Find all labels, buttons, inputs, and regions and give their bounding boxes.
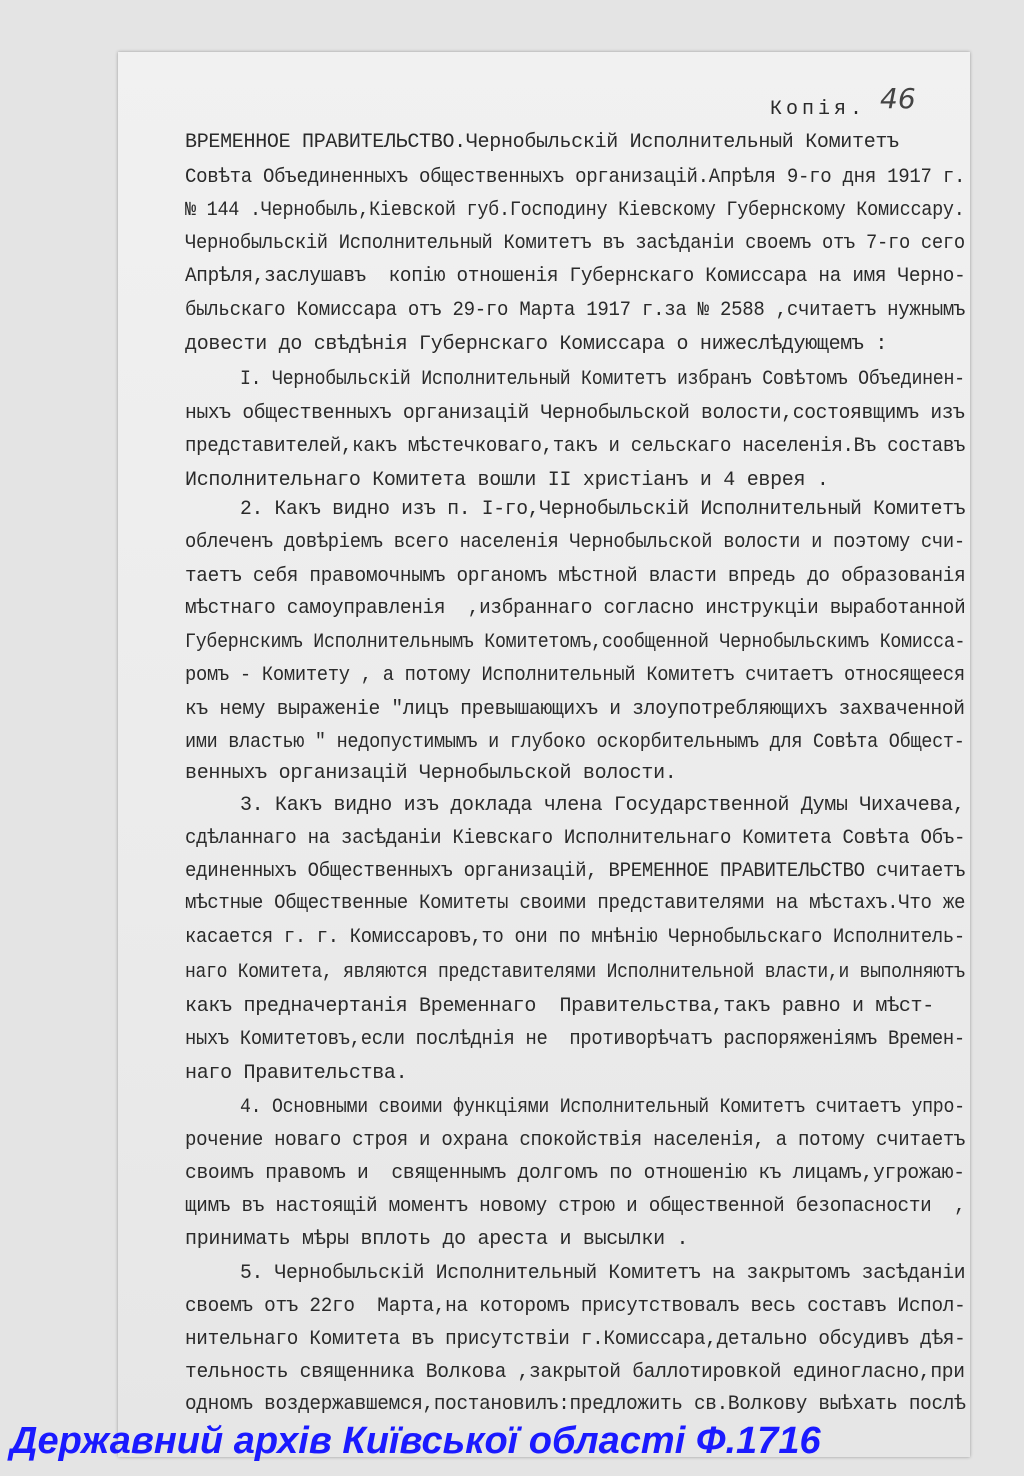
text-line: касается г. г. Комиссаровъ,то они по мнѣнію Чернобыльскаго Исполнитель- — [185, 926, 965, 949]
text-line: представителей,какъ мѣстечковаго,такъ и сельскаго населенія.Въ составъ — [185, 435, 966, 458]
text-line: 3. Какъ видно изъ доклада члена Государственной Думы Чихачева, — [240, 794, 965, 817]
text-line: щимъ въ настоящій моментъ новому строю и общественной безопасности , — [185, 1195, 966, 1218]
text-line: тельность священника Волкова ,закрытой баллотировкой единогласно,при — [185, 1361, 965, 1384]
text-line: ромъ - Комитету , а потому Исполнительный Комитетъ считаетъ относящееся — [185, 664, 965, 687]
text-line: ныхъ общественныхъ организацій Чернобыльской волости,состоявщимъ изъ — [185, 402, 965, 425]
text-line: довести до свѣдѣнія Губернскаго Комиссара о нижеслѣдующемъ : — [185, 333, 888, 356]
text-line: ими властью " недопустимымъ и глубоко оскорбительнымъ для Совѣта Общест- — [185, 731, 965, 754]
text-line: № 144 .Чернобыль,Кіевской губ.Господину Кіевскому Губернскому Комиссару. — [185, 199, 965, 222]
text-line: 4. Основными своими функціями Исполнительный Комитетъ считаетъ упро- — [240, 1096, 965, 1119]
text-line: своимъ правомъ и священнымъ долгомъ по отношенію къ лицамъ,угрожаю- — [185, 1162, 965, 1185]
text-line: быльскаго Комиссара отъ 29-го Марта 1917 г.за № 2588 ,считаетъ нужнымъ — [185, 299, 966, 322]
text-line: облеченъ довѣріемъ всего населенія Чернобыльской волости и поэтому счи- — [185, 531, 965, 554]
text-line: наго Правительства. — [185, 1062, 408, 1085]
text-line: таетъ себя правомочнымъ органомъ мѣстной власти впредь до образованія — [185, 565, 966, 588]
text-line: мѣстные Общественные Комитеты своими представителями на мѣстахъ.Что же — [185, 892, 966, 915]
text-line: сдѣланнаго на засѣданіи Кіевскаго Исполнительнаго Комитета Совѣта Объ- — [185, 827, 966, 850]
text-line: рочение новаго строя и охрана спокойствія населенія, а потому считаетъ — [185, 1129, 966, 1152]
text-line: Чернобыльскій Исполнительный Комитетъ въ засѣданіи своемъ отъ 7-го сего — [185, 232, 965, 255]
text-line: Исполнительнаго Комитета вошли II христіанъ и 4 еврея . — [185, 469, 829, 492]
text-line: одномъ воздержавшемся,постановилъ:предложить св.Волкову выѣхать послѣ — [185, 1393, 966, 1416]
text-line: ныхъ Комитетовъ,если послѣднія не противорѣчатъ распоряженіямъ Времен- — [185, 1028, 965, 1051]
text-line: 2. Какъ видно изъ п. I-го,Чернобыльскій Исполнительный Комитетъ — [240, 498, 966, 521]
text-line: единенныхъ Общественныхъ организацій, ВРЕМЕННОЕ ПРАВИТЕЛЬСТВО считаетъ — [185, 860, 966, 883]
text-line: 5. Чернобыльскій Исполнительный Комитетъ на закрытомъ засѣданіи — [240, 1262, 966, 1285]
archive-watermark: Державний архів Київської області Ф.1716 — [10, 1420, 821, 1462]
text-line: нительнаго Комитета въ присутствіи г.Комиссара,детально обсудивъ дѣя- — [185, 1328, 966, 1351]
sheet-number: 46 — [880, 82, 916, 115]
text-line: принимать мѣры вплоть до ареста и высылки . — [185, 1228, 689, 1251]
text-line: венныхъ организацій Чернобыльской волости. — [185, 762, 677, 785]
text-line: къ нему выраженіе "лицъ превышающихъ и злоупотребляющихъ захваченной — [185, 698, 965, 721]
text-line: I. Чернобыльскій Исполнительный Комитетъ избранъ Совѣтомъ Объединен- — [240, 368, 965, 391]
text-line: мѣстнаго самоуправленія ,избраннаго согласно инструкціи выработанной — [185, 597, 966, 620]
text-line: Апрѣля,заслушавъ копію отношенія Губернскаго Комиссара на имя Черно- — [185, 265, 966, 288]
document-heading: Копія. — [770, 98, 867, 121]
text-line: ВРЕМЕННОЕ ПРАВИТЕЛЬСТВО.Чернобыльскій Исполнительный Комитетъ — [185, 131, 899, 154]
text-line: своемъ отъ 22го Марта,на которомъ присутствовалъ весь составъ Испол- — [185, 1295, 966, 1318]
text-line: Губернскимъ Исполнительнымъ Комитетомъ,сообщенной Чернобыльскимъ Комисса- — [185, 631, 966, 654]
text-line: какъ предначертанія Временнаго Правительства,такъ равно и мѣст- — [185, 995, 934, 1018]
text-line: наго Комитета, являются представителями Исполнительной власти,и выполняютъ — [185, 961, 965, 984]
text-line: Совѣта Объединенныхъ общественныхъ организацій.Апрѣля 9-го дня 1917 г. — [185, 166, 966, 189]
